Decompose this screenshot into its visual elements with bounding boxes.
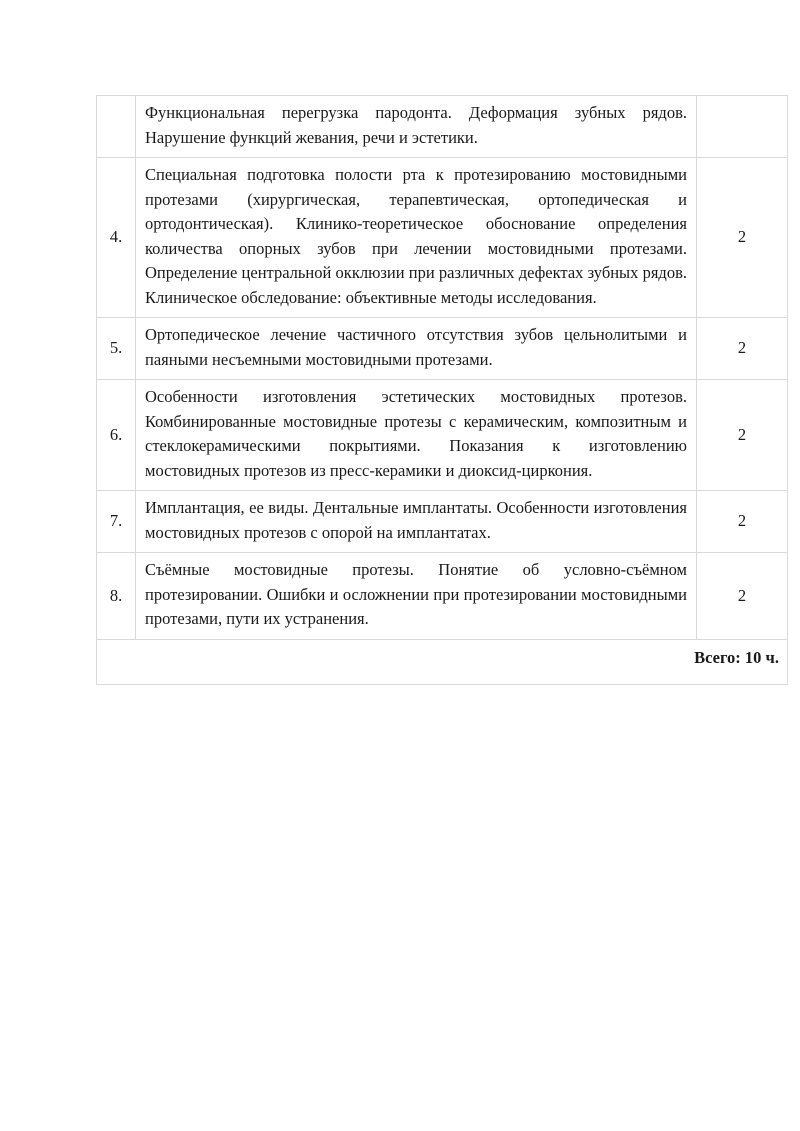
table-row bbox=[97, 553, 788, 640]
row-hours: 2 bbox=[697, 491, 788, 553]
row-hours: 2 bbox=[697, 158, 788, 318]
row-topic: Съёмные мостовидные протезы. Понятие об условно-съёмном протезировании. Ошибки и осложнении при протезировании мостовидными протезами, пути их устранения. bbox=[136, 553, 697, 640]
table-row bbox=[97, 380, 788, 491]
row-number: 4. bbox=[97, 158, 136, 318]
row-topic: Специальная подготовка полости рта к протезированию мостовидными протезами (хирургическая, терапевтическая, ортопедическая и ортодонтическая). Клинико-теоретическое обоснование определения количества опорных зубов при лечении мостовидными протезами. Определение центральной окклюзии при различных дефектах зубных рядов. Клиническое обследование: объективные методы исследования. bbox=[136, 158, 697, 318]
row-hours bbox=[697, 96, 788, 158]
row-number bbox=[97, 96, 136, 158]
row-hours: 2 bbox=[697, 553, 788, 640]
row-number: 6. bbox=[97, 380, 136, 491]
row-number: 8. bbox=[97, 553, 136, 640]
total-row bbox=[97, 639, 788, 685]
row-topic: Ортопедическое лечение частичного отсутствия зубов цельнолитыми и паяными несъемными мостовидными протезами. bbox=[136, 318, 697, 380]
row-topic: Особенности изготовления эстетических мостовидных протезов. Комбинированные мостовидные протезы с керамическим, композитным и стеклокерамическими покрытиями. Показания к изготовлению мостовидных протезов из пресс-керамики и диоксид-циркония. bbox=[136, 380, 697, 491]
row-topic: Имплантация, ее виды. Дентальные имплантаты. Особенности изготовления мостовидных протезов с опорой на имплантатах. bbox=[136, 491, 697, 553]
lecture-plan-table bbox=[96, 95, 788, 685]
row-topic: Функциональная перегрузка пародонта. Деформация зубных рядов. Нарушение функций жевания, речи и эстетики. bbox=[136, 96, 697, 158]
table-row bbox=[97, 491, 788, 553]
row-number: 5. bbox=[97, 318, 136, 380]
row-hours: 2 bbox=[697, 318, 788, 380]
table-row bbox=[97, 96, 788, 158]
table-row bbox=[97, 318, 788, 380]
document-page bbox=[96, 95, 779, 685]
table-row bbox=[97, 158, 788, 318]
row-number: 7. bbox=[97, 491, 136, 553]
row-hours: 2 bbox=[697, 380, 788, 491]
total-hours: Всего: 10 ч. bbox=[97, 639, 788, 685]
